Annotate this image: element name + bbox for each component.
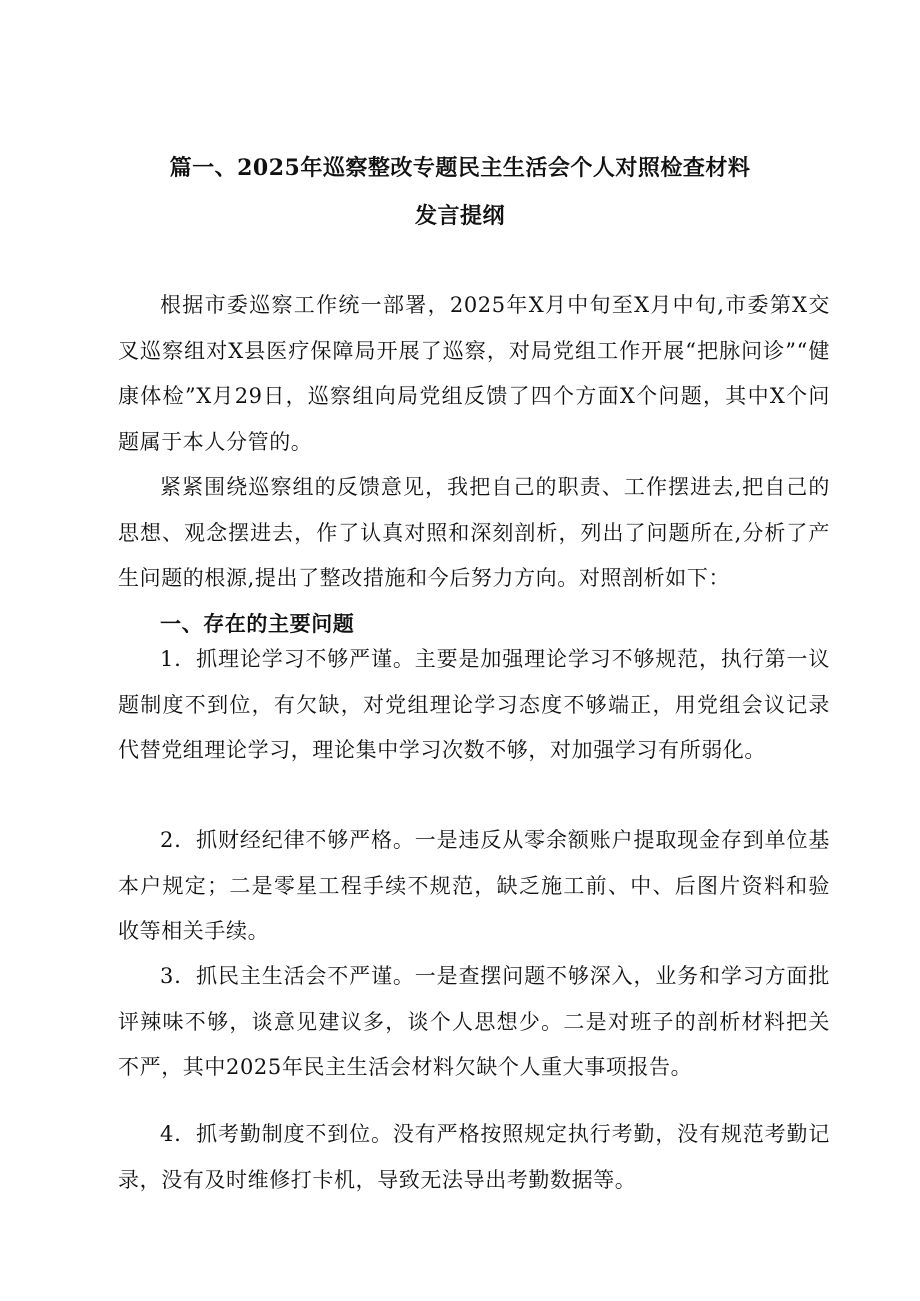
problem-item-2: 2．抓财经纪律不够严格。一是违反从零余额账户提取现金存到单位基本户规定；二是零星工程手续不规范，缺乏施工前、中、后图片资料和验收等相关手续。 <box>118 828 830 943</box>
document-title-line-1: 篇一、2025年巡察整改专题民主生活会个人对照检查材料 <box>169 155 751 181</box>
problem-item-4: 4．抓考勤制度不到位。没有严格按照规定执行考勤，没有规范考勤记录，没有及时维修打卡机，导致无法导出考勤数据等。 <box>118 1122 830 1192</box>
intro-paragraph-2: 紧紧围绕巡察组的反馈意见，我把自己的职责、工作摆进去,把自己的思想、观念摆进去，作了认真对照和深刻剖析，列出了问题所在,分析了产生问题的根源,提出了整改措施和今后努力方向。对照剖析如下： <box>118 475 830 590</box>
document-title-line-2: 发言提纲 <box>414 203 505 229</box>
problem-item-3: 3．抓民主生活会不严谨。一是查摆问题不够深入，业务和学习方面批评辣味不够，谈意见建议多，谈个人思想少。二是对班子的剖析材料把关不严，其中2025年民主生活会材料欠缺个人重大事项报告。 <box>118 964 830 1079</box>
problem-item-1: 1．抓理论学习不够严谨。主要是加强理论学习不够规范，执行第一议题制度不到位，有欠缺，对党组理论学习态度不够端正，用党组会议记录代替党组理论学习，理论集中学习次数不够，对加强学习有所弱化。 <box>118 647 830 762</box>
intro-paragraph-1: 根据市委巡察工作统一部署，2025年X月中旬至X月中旬,市委第X交叉巡察组对X县医疗保障局开展了巡察，对局党组工作开展“把脉问诊”“健康体检”X月29日，巡察组向局党组反馈了四个方面X个问题，其中X个问题属于本人分管的。 <box>118 293 830 454</box>
section-heading: 一、存在的主要问题 <box>160 611 355 636</box>
